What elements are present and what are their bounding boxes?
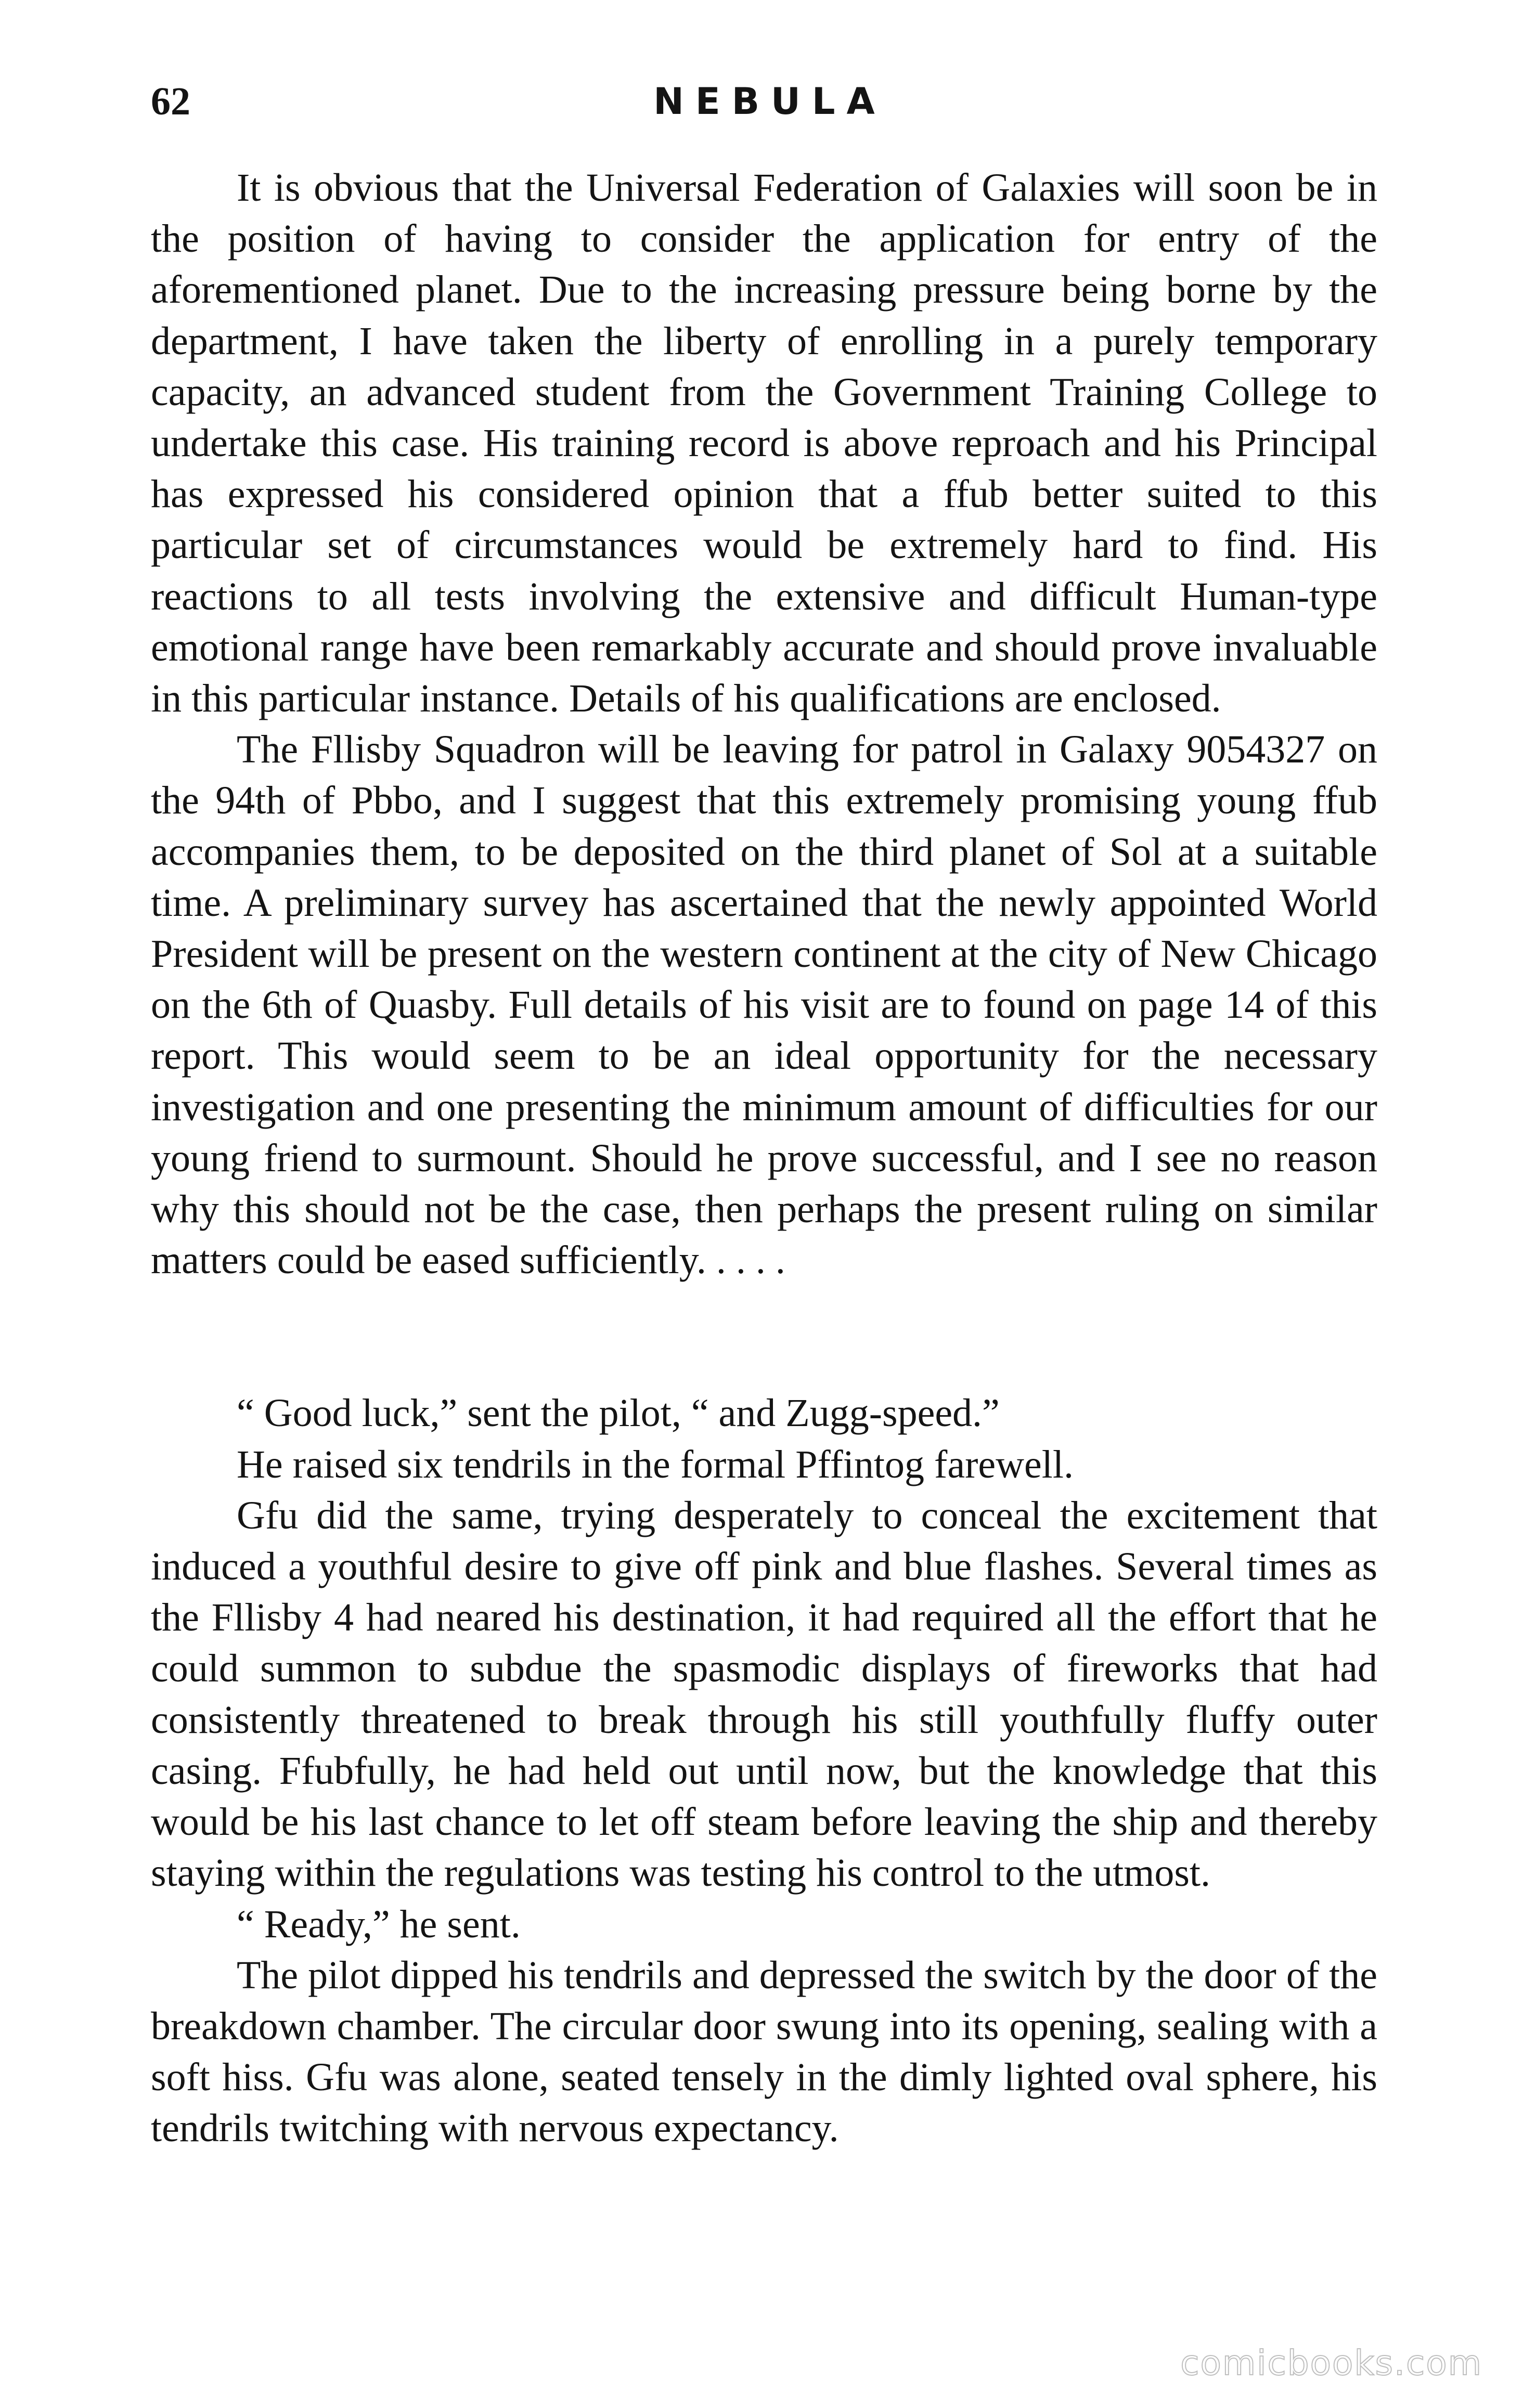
body-text <box>151 162 1377 2154</box>
page-number: 62 <box>151 80 190 123</box>
watermark: comicbooks.com <box>1180 2343 1482 2383</box>
paragraph-memo-2: The Fllisby Squadron will be leaving for patrol in Galaxy 9054327 on the 94th of Pbbo, and I suggest that this extremely promising young ffub accompanies them, to be deposited on the third planet of Sol at a suitable time. A preliminary survey has ascertained that the newly appointed World President will be present on the western continent at the city of New Chicago on the 6th of Quasby. Full details of his visit are to found on page 14 of this report. This would seem to be an ideal opportunity for the necessary investigation and one presenting the minimum amount of difficulties for our young friend to surmount. Should he prove successful, and I see no reason why this should not be the case, then perhaps the present ruling on similar matters could be eased sufficiently. . . . . <box>151 728 1377 1283</box>
paragraph-gfu-excitement: Gfu did the same, trying desperately to conceal the excitement that induced a youthful desire to give off pink and blue flashes. Several times as the Fllisby 4 had neared his destination, it had required all the effort that he could summon to subdue the spasmodic displays of fireworks that had consistently threatened to break through his still youthfully fluffy outer casing. Ffubfully, he had held out until now, but the knowledge that this would be his last chance to let off steam before leaving the ship and thereby staying within the regulations was testing his control to the utmost. <box>151 1493 1377 1895</box>
running-head: NEBULA <box>653 80 886 123</box>
page-header <box>151 73 1377 130</box>
paragraph-breakdown-chamber: The pilot dipped his tendrils and depressed the switch by the door of the breakdown chamber. The circular door swung into its opening, sealing with a soft hiss. Gfu was alone, seated tensely in the dimly lighted oval sphere, his tendrils twitching with nervous expectancy. <box>151 1953 1377 2151</box>
paragraph-farewell: He raised six tendrils in the formal Pffintog farewell. <box>237 1442 1074 1486</box>
paragraph-dialogue-ready: “ Ready,” he sent. <box>237 1902 521 1946</box>
paragraph-memo-1: It is obvious that the Universal Federation of Galaxies will soon be in the position of having to consider the application for entry of the aforementioned planet. Due to the increasing pressure being borne by the department, I have taken the liberty of enrolling in a purely temporary capacity, an advanced student from the Government Training College to undertake this case. His training record is above reproach and his Principal has expressed his considered opinion that a ffub better suited to this particular set of circumstances would be extremely hard to find. His reactions to all tests involving the extensive and difficult Human-type emotional range have been remarkably accurate and should prove invaluable in this particular instance. Details of his qualifications are enclosed. <box>151 166 1377 721</box>
paragraph-dialogue-good-luck: “ Good luck,” sent the pilot, “ and Zugg-speed.” <box>237 1391 1000 1435</box>
